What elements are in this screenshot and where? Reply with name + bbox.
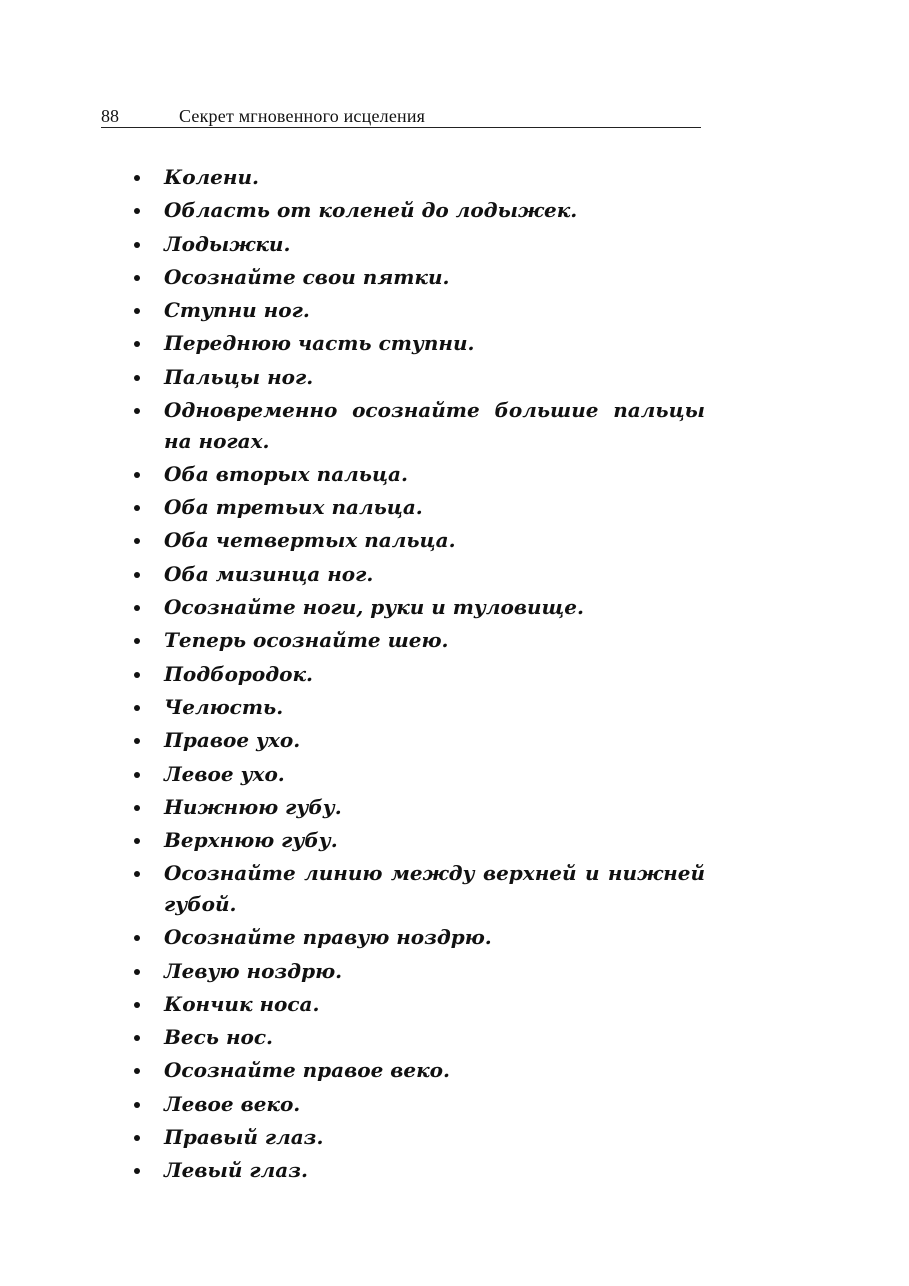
- list-item-text: Ступни ног.: [164, 298, 310, 323]
- list-item: [130, 725, 705, 756]
- list-item: [130, 792, 705, 823]
- list-item-text: Осознайте линию между верхней и нижней губой.: [164, 861, 705, 916]
- page-header: [101, 104, 701, 128]
- list-item-text: Левое ухо.: [164, 761, 285, 786]
- list-item-text: Оба мизинца ног.: [164, 561, 374, 586]
- bullet-point-icon: [134, 308, 140, 314]
- list-item-text: Левую ноздрю.: [164, 958, 343, 983]
- bullet-point-icon: [134, 505, 140, 511]
- list-item: [130, 229, 705, 260]
- list-item-text: Челюсть.: [164, 694, 284, 719]
- list-item-text: Оба третьих пальца.: [164, 495, 423, 520]
- list-item-text: Осознайте ноги, руки и туловище.: [164, 595, 584, 620]
- list-item: [130, 759, 705, 790]
- page-number: 88: [101, 106, 119, 126]
- list-item: [130, 492, 705, 523]
- list-item-text: Правое ухо.: [164, 728, 301, 753]
- list-item-text: Весь нос.: [164, 1025, 274, 1050]
- bullet-point-icon: [134, 242, 140, 248]
- list-item-text: Подбородок.: [164, 661, 313, 686]
- list-item: [130, 1155, 705, 1186]
- bullet-point-icon: [134, 175, 140, 181]
- running-title: Секрет мгновенного исцеления: [179, 106, 426, 126]
- bullet-point-icon: [134, 472, 140, 478]
- list-item-text: Осознайте свои пятки.: [164, 264, 450, 289]
- list-item: [130, 162, 705, 193]
- list-item: [130, 1055, 705, 1086]
- bullet-point-icon: [134, 1002, 140, 1008]
- list-item: [130, 362, 705, 393]
- list-item-text: Оба вторых пальца.: [164, 461, 408, 486]
- bullet-point-icon: [134, 1168, 140, 1174]
- list-item: [130, 195, 705, 226]
- bullet-point-icon: [134, 275, 140, 281]
- list-item-text: Осознайте правое веко.: [164, 1058, 450, 1083]
- bullet-point-icon: [134, 638, 140, 644]
- bullet-point-icon: [134, 1068, 140, 1074]
- list-item: [130, 559, 705, 590]
- bullet-point-icon: [134, 772, 140, 778]
- list-item-text: Одновременно осознайте большие пальцы на ногах.: [164, 398, 705, 453]
- body-bullet-list: [130, 162, 705, 1189]
- list-item: [130, 659, 705, 690]
- list-item: [130, 395, 705, 456]
- list-item: [130, 1022, 705, 1053]
- bullet-point-icon: [134, 738, 140, 744]
- bullet-point-icon: [134, 805, 140, 811]
- list-item-text: Лодыжки.: [164, 231, 291, 256]
- list-item: [130, 1122, 705, 1153]
- bullet-point-icon: [134, 935, 140, 941]
- list-item: [130, 858, 705, 919]
- list-item: [130, 295, 705, 326]
- list-item-text: Область от коленей до лодыжек.: [164, 198, 578, 223]
- list-item: [130, 956, 705, 987]
- list-item: [130, 459, 705, 490]
- bullet-point-icon: [134, 572, 140, 578]
- list-item: [130, 825, 705, 856]
- list-item-text: Оба четвертых пальца.: [164, 528, 456, 553]
- list-item: [130, 262, 705, 293]
- list-item: [130, 989, 705, 1020]
- bullet-point-icon: [134, 408, 140, 414]
- list-item-text: Пальцы ног.: [164, 364, 314, 389]
- list-item-text: Верхнюю губу.: [164, 828, 338, 853]
- bullet-point-icon: [134, 871, 140, 877]
- list-item-text: Левый глаз.: [164, 1158, 308, 1183]
- list-item-text: Нижнюю губу.: [164, 794, 342, 819]
- bullet-point-icon: [134, 1035, 140, 1041]
- list-item-text: Кончик носа.: [164, 991, 320, 1016]
- list-item-text: Колени.: [164, 165, 259, 189]
- bullet-point-icon: [134, 838, 140, 844]
- bullet-point-icon: [134, 375, 140, 381]
- bullet-point-icon: [134, 1102, 140, 1108]
- list-item: [130, 525, 705, 556]
- list-item-text: Осознайте правую ноздрю.: [164, 925, 492, 950]
- bullet-point-icon: [134, 208, 140, 214]
- list-item: [130, 625, 705, 656]
- bullet-point-icon: [134, 1135, 140, 1141]
- bullet-point-icon: [134, 605, 140, 611]
- bullet-point-icon: [134, 705, 140, 711]
- bullet-point-icon: [134, 969, 140, 975]
- list-item: [130, 592, 705, 623]
- list-item: [130, 1089, 705, 1120]
- list-item-text: Теперь осознайте шею.: [164, 628, 449, 653]
- list-item-text: Правый глаз.: [164, 1125, 324, 1150]
- bullet-point-icon: [134, 538, 140, 544]
- list-item-text: Левое веко.: [164, 1091, 301, 1116]
- header-rule: [101, 127, 701, 128]
- list-item: [130, 922, 705, 953]
- bullet-point-icon: [134, 672, 140, 678]
- list-item-text: Переднюю часть ступни.: [164, 331, 475, 356]
- list-item: [130, 328, 705, 359]
- bullet-point-icon: [134, 341, 140, 347]
- list-item: [130, 692, 705, 723]
